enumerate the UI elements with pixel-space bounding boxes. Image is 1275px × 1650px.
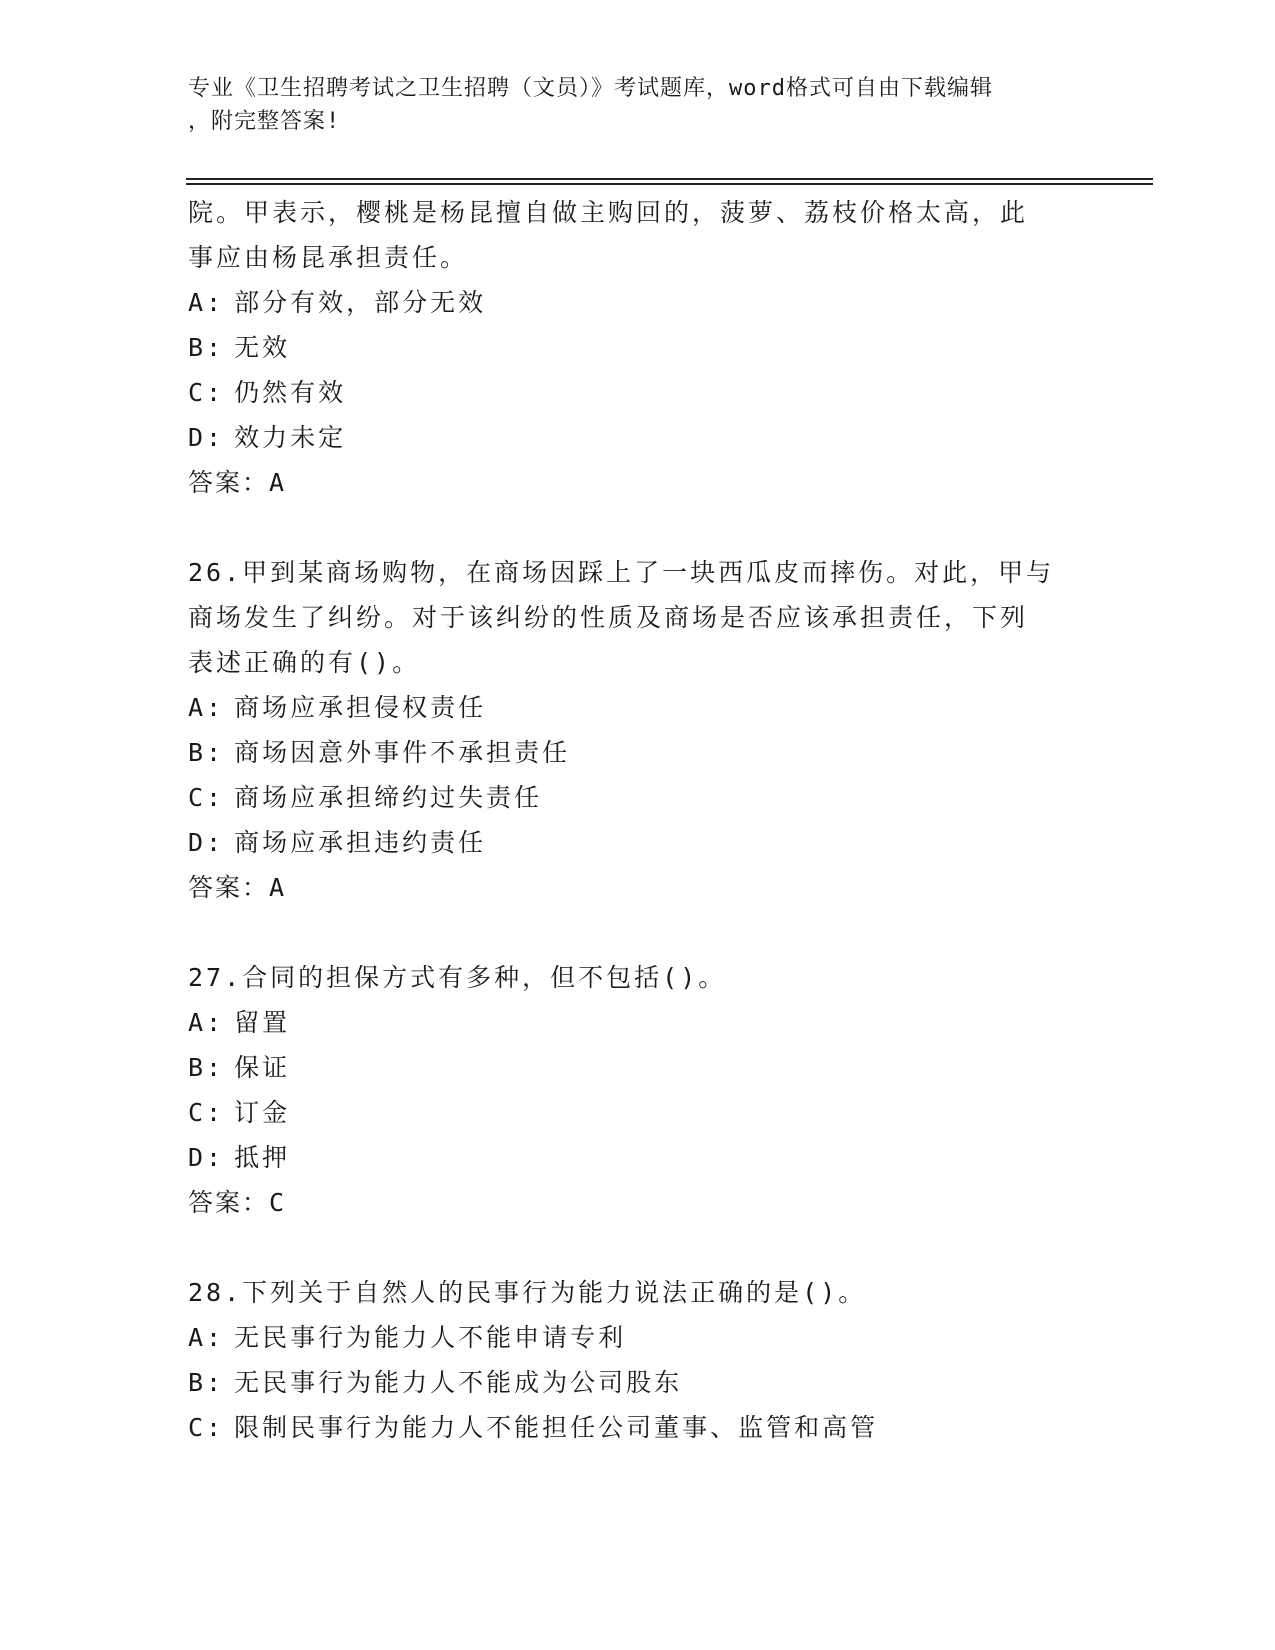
- option-text: 限制民事行为能力人不能担任公司董事、监管和高管: [234, 1413, 879, 1442]
- option-c: [188, 775, 1088, 820]
- question-text-line: 27.合同的担保方式有多种，但不包括()。: [188, 963, 727, 992]
- answer-line: 答案：A: [188, 873, 287, 902]
- question-text-line: 表述正确的有()。: [188, 648, 421, 677]
- option-text: 订金: [234, 1098, 291, 1127]
- question-text-line: 商场发生了纠纷。对于该纠纷的性质及商场是否应该承担责任，下列: [188, 603, 1029, 632]
- option-b: [188, 1360, 1088, 1405]
- option-key: C:: [188, 1098, 225, 1127]
- option-key: A:: [188, 1008, 225, 1037]
- option-text: 无民事行为能力人不能申请专利: [234, 1323, 627, 1352]
- option-c: [188, 1405, 1088, 1450]
- question-27: [188, 955, 1088, 1225]
- option-text: 商场应承担违约责任: [234, 828, 487, 857]
- document-header: [188, 72, 1068, 138]
- header-divider-top: [186, 178, 1153, 180]
- question-content: [188, 190, 1088, 1450]
- option-text: 抵押: [234, 1143, 291, 1172]
- option-text: 无民事行为能力人不能成为公司股东: [234, 1368, 683, 1397]
- option-text: 无效: [234, 333, 291, 362]
- option-text: 仍然有效: [234, 378, 347, 407]
- answer-line: 答案：C: [188, 1188, 287, 1217]
- option-key: B:: [188, 1368, 225, 1397]
- option-d: [188, 1135, 1088, 1180]
- question-text-line: 28.下列关于自然人的民事行为能力说法正确的是()。: [188, 1278, 867, 1307]
- option-text: 保证: [234, 1053, 291, 1082]
- option-text: 商场应承担缔约过失责任: [234, 783, 543, 812]
- option-b: [188, 730, 1088, 775]
- option-d: [188, 820, 1088, 865]
- option-text: 商场应承担侵权责任: [234, 693, 487, 722]
- option-text: 部分有效，部分无效: [234, 288, 487, 317]
- option-b: [188, 325, 1088, 370]
- question-continuation: [188, 190, 1088, 505]
- option-key: C:: [188, 378, 225, 407]
- question-28: [188, 1270, 1088, 1450]
- option-key: A:: [188, 693, 225, 722]
- question-text-line: 事应由杨昆承担责任。: [188, 243, 469, 272]
- option-key: B:: [188, 738, 225, 767]
- option-key: C:: [188, 1413, 225, 1442]
- option-key: B:: [188, 333, 225, 362]
- question-text-line: 院。甲表示，樱桃是杨昆擅自做主购回的，菠萝、荔枝价格太高，此: [188, 198, 1029, 227]
- option-key: A:: [188, 1323, 225, 1352]
- option-c: [188, 370, 1088, 415]
- option-a: [188, 1000, 1088, 1045]
- header-line-1: 专业《卫生招聘考试之卫生招聘（文员）》考试题库，word格式可自由下载编辑: [188, 76, 993, 101]
- option-a: [188, 685, 1088, 730]
- option-key: D:: [188, 828, 225, 857]
- answer-line: 答案：A: [188, 468, 287, 497]
- header-line-2: ，附完整答案!: [188, 109, 341, 134]
- option-a: [188, 280, 1088, 325]
- option-text: 效力未定: [234, 423, 347, 452]
- option-key: B:: [188, 1053, 225, 1082]
- question-26: [188, 550, 1088, 910]
- option-key: D:: [188, 1143, 225, 1172]
- option-c: [188, 1090, 1088, 1135]
- question-text-line: 26.甲到某商场购物，在商场因踩上了一块西瓜皮而摔伤。对此，甲与: [188, 558, 1055, 587]
- option-text: 商场因意外事件不承担责任: [234, 738, 571, 767]
- header-divider-bottom: [186, 183, 1153, 185]
- option-key: A:: [188, 288, 225, 317]
- option-b: [188, 1045, 1088, 1090]
- option-a: [188, 1315, 1088, 1360]
- option-text: 留置: [234, 1008, 291, 1037]
- option-key: C:: [188, 783, 225, 812]
- option-key: D:: [188, 423, 225, 452]
- option-d: [188, 415, 1088, 460]
